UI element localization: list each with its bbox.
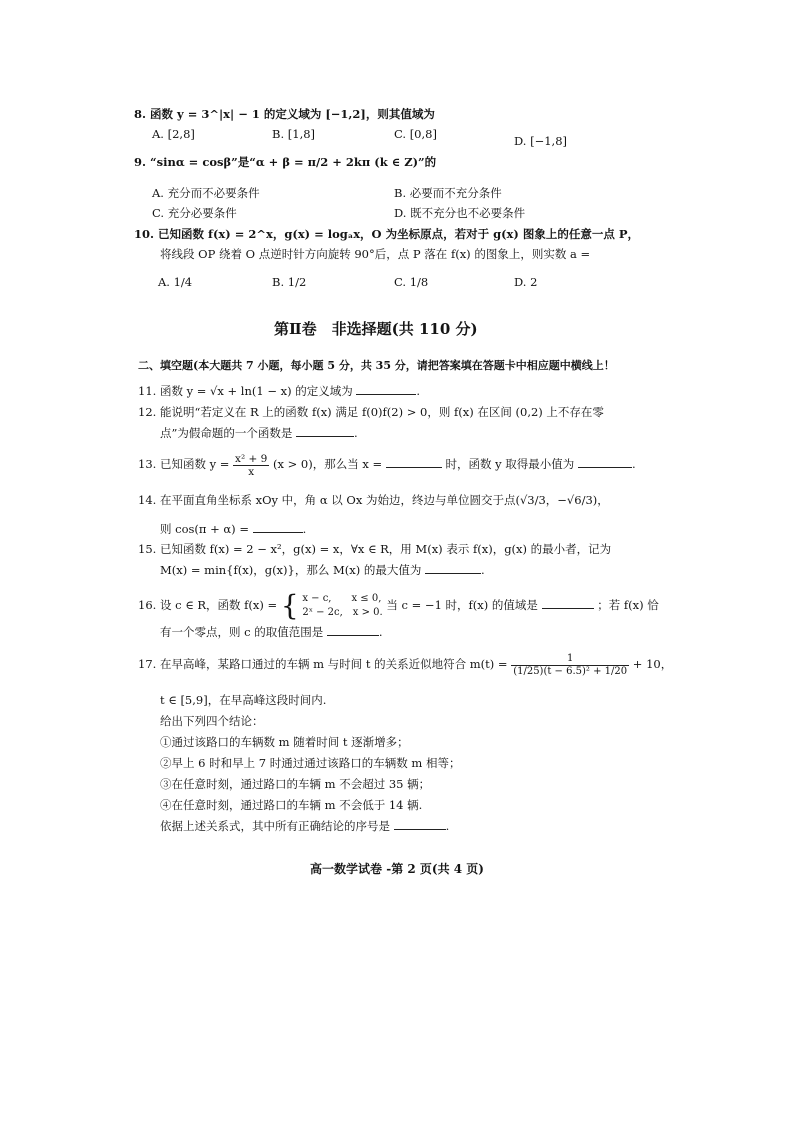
part2-title: 第Ⅱ卷 非选择题(共 110 分) [274,320,478,338]
q17-conclusion-2: ②早上 6 时和早上 7 时通过通过该路口的车辆数 m 相等； [160,756,461,770]
q16-line2: 有一个零点，则 c 的取值范围是 . [160,625,383,639]
section2-header: 二、填空题(本大题共 7 小题，每小题 5 分，共 35 分，请把答案填在答题卡中相应题中横线上！ [138,359,615,372]
q15-answer-blank[interactable] [425,562,481,574]
q9-option-c: C. 充分必要条件 [152,206,237,220]
q9-stem: 9. “sinα = cosβ”是“α + β = π/2 + 2kπ (k ∈ Z)”的 [134,155,437,169]
q14-line1: 14. 在平面直角坐标系 xOy 中，角 α 以 Ox 为始边，终边与单位圆交于点(√3/3，−√6/3)， [138,493,609,507]
q17-frac-num: 1 [511,653,629,666]
q8-option-a: A. [2,8] [152,127,195,141]
q17-prefix: 17. 在早高峰，某路口通过的车辆 m 与时间 t 的关系近似地符合 m(t) = [138,657,508,671]
q10-option-b: B. 1/2 [272,275,307,289]
q17-line3: 给出下列四个结论： [160,714,264,728]
q12-line2-text: 点”为假命题的一个函数是 [160,426,293,440]
page-footer: 高一数学试卷 -第 2 页(共 4 页) [310,862,484,876]
q10-line1: 10. 已知函数 f(x) = 2^x，g(x) = logₐx，O 为坐标原点，若对于 g(x) 图象上的任意一点 P， [134,227,640,241]
q16-prefix: 16. 设 c ∈ R，函数 f(x) = [138,598,278,612]
q12-line2: 点”为假命题的一个函数是 . [160,426,358,440]
q17-conclusion-4: ④在任意时刻，通过路口的车辆 m 不会低于 14 辆. [160,798,423,812]
q10-option-d: D. 2 [514,275,538,289]
q9-option-b: B. 必要而不充分条件 [394,186,502,200]
q13-frac-num: x² + 9 [235,452,268,465]
q17-answer-blank[interactable] [394,818,446,830]
q12-line1: 12. 能说明“若定义在 R 上的函数 f(x) 满足 f(0)f(2) > 0，则 f(x) 在区间 (0,2) 上不存在零 [138,405,604,419]
q17-last: 依据上述关系式，其中所有正确结论的序号是 . [160,819,450,833]
q8-option-c: C. [0,8] [394,127,437,141]
q17-last-text: 依据上述关系式，其中所有正确结论的序号是 [160,819,390,833]
q14-answer-blank[interactable] [253,521,303,533]
q11-answer-blank[interactable] [356,383,416,395]
q14-line2-text: 则 cos(π + α) = [160,522,249,536]
q13-answer-blank-1[interactable] [386,456,442,468]
q15-line2-text: M(x) = min{f(x)，g(x)}，那么 M(x) 的最大值为 [160,563,422,577]
q13-frac-den: x [248,465,255,478]
q16-case1: x − c, x ≤ 0, [302,593,382,604]
q17-conclusion-1: ①通过该路口的车辆数 m 随着时间 t 逐渐增多； [160,735,409,749]
q16-brace: { [280,589,299,622]
q11-stem: 11. 函数 y = √x + ln(1 − x) 的定义域为 . [138,384,421,398]
q17-frac-den: (1/25)(t − 6.5)² + 1/20 [513,665,628,677]
q16-stem [138,590,659,621]
q17-fraction [511,653,629,678]
q16-cases [302,592,382,620]
q16-line2-text: 有一个零点，则 c 的取值范围是 [160,625,324,639]
q9-option-d: D. 既不充分也不必要条件 [394,206,526,220]
q16-answer-blank-2[interactable] [327,624,379,636]
q15-line2: M(x) = min{f(x)，g(x)}，那么 M(x) 的最大值为 . [160,563,485,577]
q13-prefix: 13. 已知函数 y = [138,457,230,471]
q17-suffix: + 10， [632,657,673,671]
q13-stem: 13. 已知函数 y = $\frac{\text{x² + 9}}{x}$ (x > 0)，那么当 x = 时，函数 y 取得最小值为 . [138,452,636,478]
q10-line2: 将线段 OP 绕着 O 点逆时针方向旋转 90°后，点 P 落在 f(x) 的图象上，则实数 a = [160,247,591,261]
q15-line1: 15. 已知函数 f(x) = 2 − x²，g(x) = x，∀x ∈ R，用 M(x) 表示 f(x)，g(x) 的最小者，记为 [138,542,612,556]
q17-stem [138,648,672,680]
q10-option-c: C. 1/8 [394,275,429,289]
q17-conclusion-3: ③在任意时刻，通过路口的车辆 m 不会超过 35 辆； [160,777,431,791]
q8-stem: 8. 函数 y = 3^|x| − 1 的定义域为 [−1,2]，则其值域为 [134,107,435,121]
q8-option-d: D. [−1,8] [514,134,568,148]
q13-middle: (x > 0)，那么当 x = [273,457,383,471]
q11-text: 11. 函数 y = √x + ln(1 − x) 的定义域为 [138,384,353,398]
q13-answer-blank-2[interactable] [578,456,632,468]
q17-line2: t ∈ [5,9]，在早高峰这段时间内. [160,693,327,707]
q14-line2: 则 cos(π + α) = . [160,522,307,536]
q8-option-b: B. [1,8] [272,127,316,141]
q12-answer-blank[interactable] [296,425,354,437]
q16-after-blank: ；若 f(x) 恰 [597,598,659,612]
q16-answer-blank-1[interactable] [542,597,594,609]
q13-fraction [233,453,269,478]
q16-middle: 当 c = −1 时，f(x) 的值域是 [386,598,538,612]
q9-option-a: A. 充分而不必要条件 [152,186,260,200]
q10-option-a: A. 1/4 [158,275,193,289]
q16-case2: 2ˣ − 2c, x > 0. [302,607,383,618]
q13-after-blank: 时，函数 y 取得最小值为 [445,457,575,471]
